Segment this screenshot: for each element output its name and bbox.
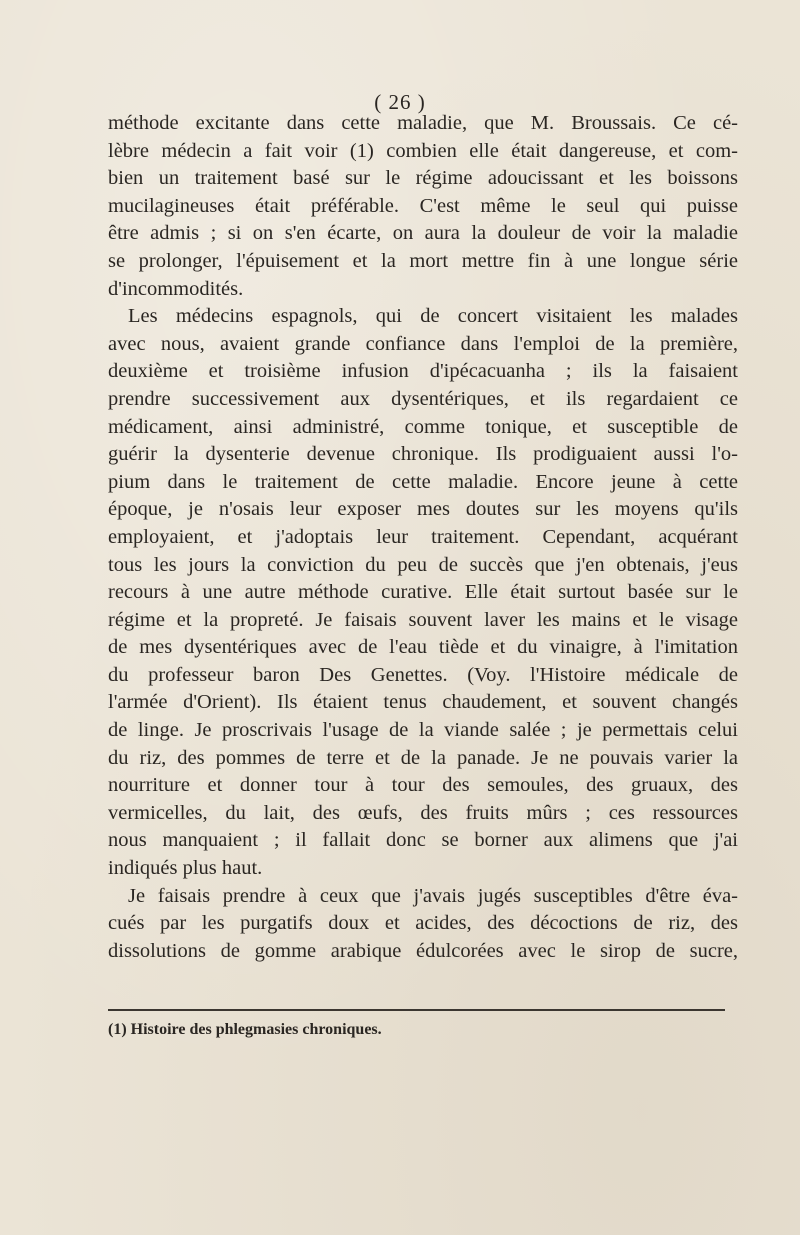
- text-line: guérir la dysenterie devenue chronique. Ils prodiguaient aussi l'o-: [108, 443, 738, 466]
- text-line: méthode excitante dans cette maladie, que M. Broussais. Ce cé-: [108, 112, 738, 134]
- page-number: ( 26 ): [374, 90, 426, 114]
- text-line: cués par les purgatifs doux et acides, des décoctions de riz, des: [108, 912, 738, 935]
- text-line: avec nous, avaient grande confiance dans l'emploi de la première,: [108, 332, 738, 355]
- text-line: du riz, des pommes de terre et de la panade. Je ne pouvais varier la: [108, 746, 738, 769]
- text-line: Les médecins espagnols, qui de concert visitaient les malades: [128, 305, 738, 328]
- text-line: régime et la propreté. Je faisais souvent laver les mains et le visage: [108, 608, 738, 631]
- text-line: l'armée d'Orient). Ils étaient tenus chaudement, et souvent changés: [108, 691, 738, 714]
- footnote: (1) Histoire des phlegmasies chroniques.: [108, 1021, 382, 1038]
- text-line: indiqués plus haut.: [108, 857, 263, 880]
- text-line: nous manquaient ; il fallait donc se borner aux alimens que j'ai: [108, 829, 738, 852]
- text-line: de linge. Je proscrivais l'usage de la viande salée ; je permettais celui: [108, 719, 738, 742]
- text-line: bien un traitement basé sur le régime adoucissant et les boissons: [108, 167, 738, 190]
- text-line: vermicelles, du lait, des œufs, des fruits mûrs ; ces ressources: [108, 801, 738, 824]
- text-line: employaient, et j'adoptais leur traitement. Cependant, acquérant: [108, 525, 738, 548]
- text-line: époque, je n'osais leur exposer mes doutes sur les moyens qu'ils: [108, 498, 738, 521]
- text-line: recours à une autre méthode curative. Elle était surtout basée sur le: [108, 581, 738, 604]
- text-line: du professeur baron Des Genettes. (Voy. l'Histoire médicale de: [108, 663, 738, 686]
- text-line: être admis ; si on s'en écarte, on aura la douleur de voir la maladie: [108, 222, 738, 245]
- footnote-divider: [108, 1009, 725, 1011]
- text-line: de mes dysentériques avec de l'eau tiède et du vinaigre, à l'imitation: [108, 636, 738, 659]
- text-line: se prolonger, l'épuisement et la mort mettre fin à une longue série: [108, 249, 738, 272]
- text-line: médicament, ainsi administré, comme tonique, et susceptible de: [108, 415, 738, 438]
- text-line: Je faisais prendre à ceux que j'avais jugés susceptibles d'être éva-: [128, 884, 738, 907]
- text-line: dissolutions de gomme arabique édulcorées avec le sirop de sucre,: [108, 939, 738, 962]
- text-line: lèbre médecin a fait voir (1) combien elle était dangereuse, et com-: [108, 139, 738, 162]
- text-line: mucilagineuses était préférable. C'est même le seul qui puisse: [108, 194, 738, 217]
- text-line: nourriture et donner tour à tour des semoules, des gruaux, des: [108, 774, 738, 797]
- text-line: deuxième et troisième infusion d'ipécacuanha ; ils la faisaient: [108, 360, 738, 383]
- text-line: d'incommodités.: [108, 277, 244, 300]
- text-line: tous les jours la conviction du peu de succès que j'en obtenais, j'eus: [108, 553, 738, 576]
- body-text: [108, 110, 738, 965]
- text-line: prendre successivement aux dysentériques, et ils regardaient ce: [108, 387, 738, 410]
- text-line: pium dans le traitement de cette maladie. Encore jeune à cette: [108, 470, 738, 493]
